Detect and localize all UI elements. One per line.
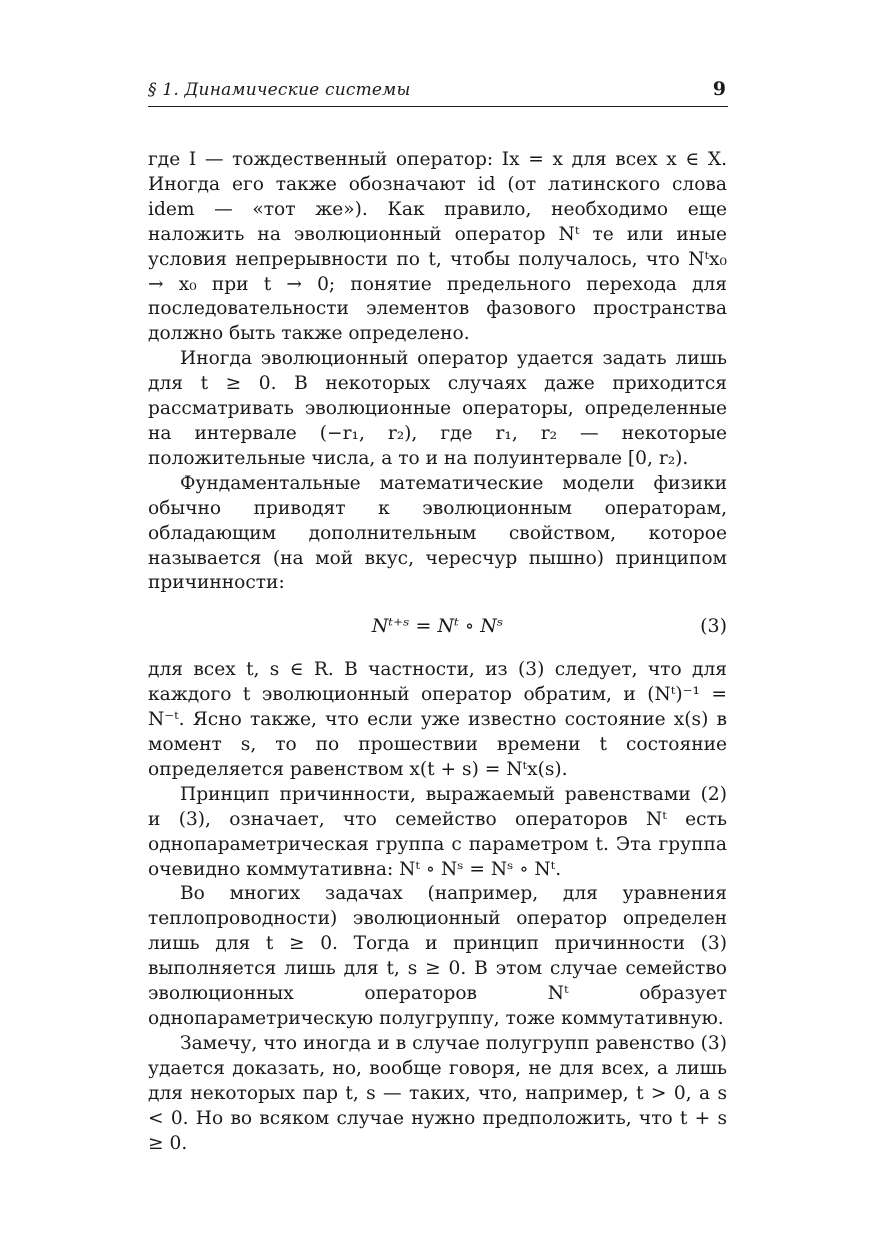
equation-formula: Nᵗ⁺ˢ = Nᵗ ∘ Nˢ — [371, 615, 504, 638]
paragraph-3: Фундаментальные математические модели физики обычно приводят к эволюционным операторам, обладающим дополнительным свойством, которое называется (на мой вкус, чересчур пышно) принципом причинности: — [148, 472, 727, 594]
paragraph-1: где I — тождественный оператор: Ix = x для всех x ∈ X. Иногда его также обозначают id (от латинского слова idem — «тот же»). Как правило, необходимо еще наложить на эволюционный оператор Nᵗ те или иные условия непрерывности по t, чтобы получалось, что Nᵗx₀ → x₀ при t → 0; понятие предельного перехода для последовательности элементов фазового пространства должно быть также определено. — [148, 149, 727, 345]
paragraph-6: Во многих задачах (например, для уравнения теплопроводности) эволюционный оператор определен лишь для t ≥ 0. Тогда и принцип причинности (3) выполняется лишь для t, s ≥ 0. В этом случае семейство эволюционных операторов Nᵗ образует однопараметрическую полугруппу, тоже коммутативную. — [148, 883, 727, 1029]
paragraph-7: Замечу, что иногда и в случае полугрупп равенство (3) удается доказать, но, вообще говоря, не для всех, а лишь для некоторых пар t, s — таких, что, например, t > 0, а s < 0. Но во всяком случае нужно предположить, что t + s ≥ 0. — [148, 1032, 727, 1154]
running-title: § 1. Динамические системы — [148, 80, 411, 100]
running-header — [148, 78, 728, 107]
page-number: 9 — [712, 78, 726, 100]
paragraph-5: Принцип причинности, выражаемый равенствами (2) и (3), означает, что семейство операторов Nᵗ есть однопараметрическая группа с параметром t. Эта группа очевидно коммутативна: Nᵗ ∘ Nˢ = Nˢ ∘ Nᵗ. — [148, 783, 727, 880]
equation-3 — [148, 604, 727, 652]
paragraph-4: для всех t, s ∈ R. В частности, из (3) следует, что для каждого t эволюционный оператор обратим, и (Nᵗ)⁻¹ = N⁻ᵗ. Ясно также, что если уже известно состояние x(s) в момент s, то по прошествии времени t состояние определяется равенством x(t + s) = Nᵗx(s). — [148, 659, 727, 780]
paragraph-2: Иногда эволюционный оператор удается задать лишь для t ≥ 0. В некоторых случаях даже приходится рассматривать эволюционные операторы, определенные на интервале (−r₁, r₂), где r₁, r₂ — некоторые положительные числа, а то и на полуинтервале [0, r₂). — [148, 348, 727, 469]
equation-number: (3) — [700, 615, 727, 638]
page-body — [148, 148, 727, 1156]
